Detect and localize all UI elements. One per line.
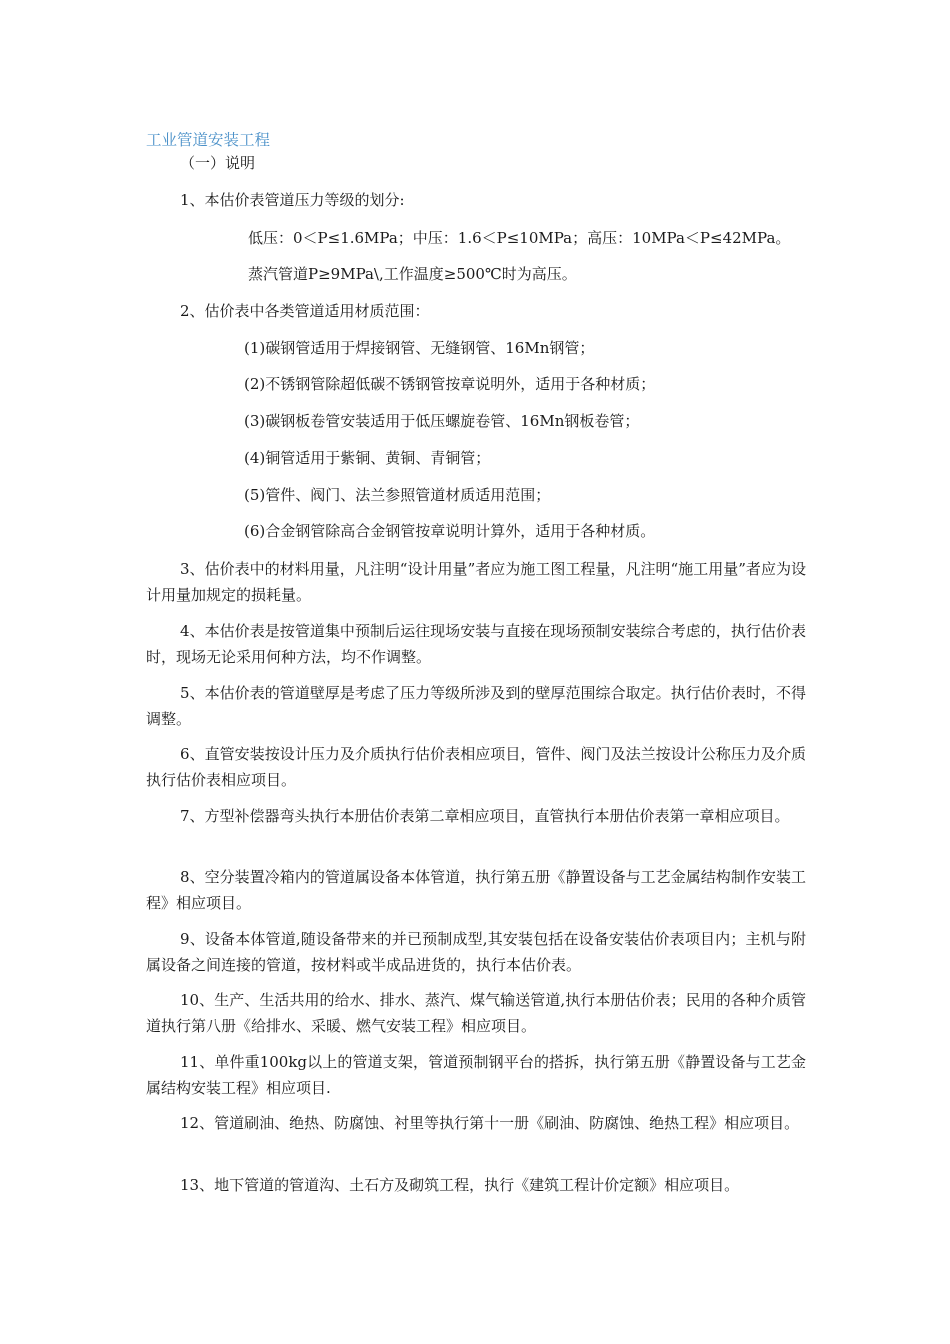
material-item-4: (4)铜管适用于紫铜、黄铜、青铜管； — [244, 449, 491, 467]
material-item-2: (2)不锈钢管除超低碳不锈钢管按章说明外，适用于各种材质； — [244, 375, 656, 393]
item-1-heading: 1、本估价表管道压力等级的划分: — [180, 191, 405, 209]
paragraph-8: 8、空分装置冷箱内的管道属设备本体管道，执行第五册《静置设备与工艺金属结构制作安装工程》相应项目。 — [146, 868, 806, 912]
paragraph-11: 11、单件重100kg以上的管道支架，管道预制钢平台的搭拆，执行第五册《静置设备与工艺金属结构安装工程》相应项目. — [146, 1053, 806, 1097]
material-item-5: (5)管件、阀门、法兰参照管道材质适用范围； — [244, 486, 551, 504]
paragraph-3: 3、估价表中的材料用量，凡注明“设计用量”者应为施工图工程量，凡注明“施工用量”者应为设计用量加规定的损耗量。 — [146, 560, 806, 604]
paragraph-9: 9、设备本体管道,随设备带来的并已预制成型,其安装包括在设备安装估价表项目内；主机与附属设备之间连接的管道，按材料或半成品进货的，执行本估价表。 — [146, 930, 806, 974]
paragraph-4: 4、本估价表是按管道集中预制后运往现场安装与直接在现场预制安装综合考虑的，执行估价表时，现场无论采用何种方法，均不作调整。 — [146, 622, 806, 666]
steam-pressure-line: 蒸汽管道P≥9MPa\,工作温度≥500℃时为高压。 — [248, 265, 577, 283]
paragraph-6: 6、直管安装按设计压力及介质执行估价表相应项目，管件、阀门及法兰按设计公称压力及介质执行估价表相应项目。 — [146, 745, 806, 789]
material-item-6: (6)合金钢管除高合金钢管按章说明计算外，适用于各种材质。 — [244, 522, 656, 540]
section-heading: （一）说明 — [180, 154, 256, 172]
paragraph-12: 12、管道刷油、绝热、防腐蚀、衬里等执行第十一册《刷油、防腐蚀、绝热工程》相应项目。 — [180, 1114, 800, 1132]
paragraph-7: 7、方型补偿器弯头执行本册估价表第二章相应项目，直管执行本册估价表第一章相应项目。 — [180, 807, 790, 825]
paragraph-5: 5、本估价表的管道壁厚是考虑了压力等级所涉及到的壁厚范围综合取定。执行估价表时，不得调整。 — [146, 684, 806, 728]
document-title: 工业管道安装工程 — [146, 131, 271, 149]
pressure-levels-line: 低压：0＜P≤1.6MPa；中压：1.6＜P≤10MPa；高压：10MPa＜P≤42MPa。 — [248, 229, 791, 247]
item-2-heading: 2、估价表中各类管道适用材质范围： — [180, 302, 430, 320]
paragraph-10: 10、生产、生活共用的给水、排水、蒸汽、煤气输送管道,执行本册估价表；民用的各种介质管道执行第八册《给排水、采暖、燃气安装工程》相应项目。 — [146, 991, 806, 1035]
paragraph-13: 13、地下管道的管道沟、土石方及砌筑工程，执行《建筑工程计价定额》相应项目。 — [180, 1176, 740, 1194]
material-item-1: (1)碳钢管适用于焊接钢管、无缝钢管、16Mn钢管； — [244, 339, 595, 357]
material-item-3: (3)碳钢板卷管安装适用于低压螺旋卷管、16Mn钢板卷管； — [244, 412, 640, 430]
